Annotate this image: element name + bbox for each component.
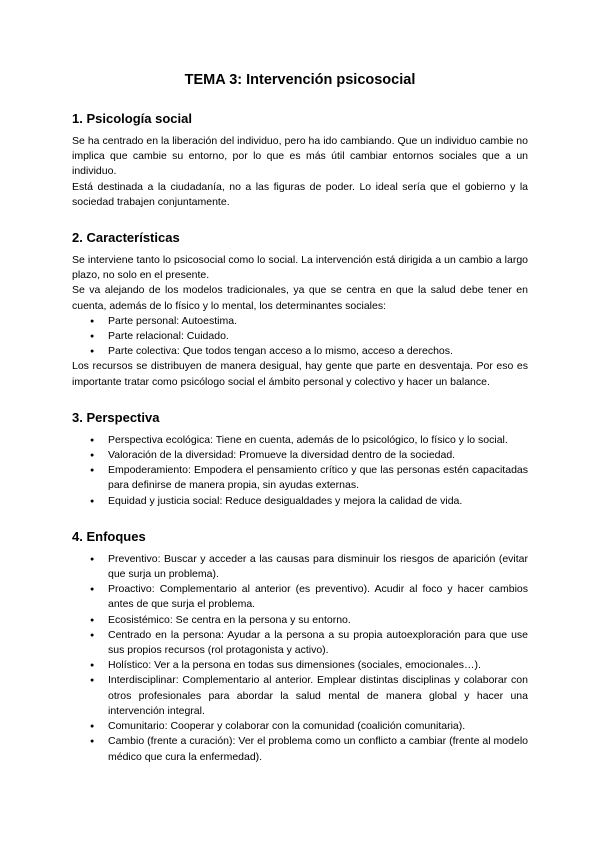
paragraph: Está destinada a la ciudadanía, no a las figuras de poder. Lo ideal sería que el gobierno y la sociedad trabajen conjuntamente. xyxy=(72,180,528,208)
section-perspectiva xyxy=(72,410,528,509)
bullet-list xyxy=(72,433,528,509)
section-heading: 2. Características xyxy=(72,230,180,246)
paragraph: Se interviene tanto lo psicosocial como lo social. La intervención está dirigida a un cambio a largo plazo, no solo en el presente. xyxy=(72,254,528,282)
section-heading: 3. Perspectiva xyxy=(72,409,160,425)
list-item: ● Comunitario: Cooperar y colaborar con la comunidad (coalición comunitaria). xyxy=(108,719,528,734)
list-item: ● Empoderamiento: Empodera el pensamiento crítico y que las personas estén capacitadas para definirse de manera propia, sin ayudas externas. xyxy=(108,463,528,493)
section-psicologia-social xyxy=(72,111,528,210)
list-item: ● Equidad y justicia social: Reduce desigualdades y mejora la calidad de vida. xyxy=(108,494,528,509)
list-item: ● Centrado en la persona: Ayudar a la persona a su propia autoexploración para que use sus propios recursos (rol protagonista y activo). xyxy=(108,628,528,658)
section-heading: 4. Enfoques xyxy=(72,528,146,544)
list-item: ● Parte colectiva: Que todos tengan acceso a lo mismo, acceso a derechos. xyxy=(108,344,528,359)
list-item: ● Preventivo: Buscar y acceder a las causas para disminuir los riesgos de aparición (evitar que surja un problema). xyxy=(108,552,528,582)
list-item: ● Cambio (frente a curación): Ver el problema como un conflicto a cambiar (frente al modelo médico que cura la enfermedad). xyxy=(108,734,528,764)
list-item: ● Parte relacional: Cuidado. xyxy=(108,329,528,344)
list-item: ● Ecosistémico: Se centra en la persona y su entorno. xyxy=(108,613,528,628)
section-enfoques xyxy=(72,529,528,765)
list-item: ● Valoración de la diversidad: Promueve la diversidad dentro de la sociedad. xyxy=(108,448,528,463)
list-item: ● Parte personal: Autoestima. xyxy=(108,314,528,329)
page-title: TEMA 3: Intervención psicosocial xyxy=(184,72,416,88)
paragraph: Los recursos se distribuyen de manera desigual, hay gente que parte en desventaja. Por eso es importante tratar como psicólogo social el ámbito personal y colectivo y hacer un balance. xyxy=(72,360,528,388)
list-item: ● Perspectiva ecológica: Tiene en cuenta, además de lo psicológico, lo físico y lo social. xyxy=(108,433,528,448)
section-caracteristicas xyxy=(72,230,528,390)
paragraph: Se va alejando de los modelos tradicionales, ya que se centra en que la salud debe tener en cuenta, además de lo físico y lo mental, los determinantes sociales: xyxy=(72,284,528,312)
bullet-list xyxy=(72,552,528,765)
paragraph: Se ha centrado en la liberación del individuo, pero ha ido cambiando. Que un individuo cambie no implica que cambie su entorno, por lo que es más útil cambiar entornos sociales que a un individuo. xyxy=(72,135,528,178)
list-item: ● Holístico: Ver a la persona en todas sus dimensiones (sociales, emocionales…). xyxy=(108,658,528,673)
bullet-list xyxy=(72,314,528,360)
section-heading: 1. Psicología social xyxy=(72,111,192,126)
list-item: ● Interdisciplinar: Complementario al anterior. Emplear distintas disciplinas y colaborar con otros profesionales para abordar la salud mental de manera global y hacer una intervención integral. xyxy=(108,673,528,719)
list-item: ● Proactivo: Complementario al anterior (es preventivo). Acudir al foco y hacer cambios antes de que surja el problema. xyxy=(108,582,528,612)
